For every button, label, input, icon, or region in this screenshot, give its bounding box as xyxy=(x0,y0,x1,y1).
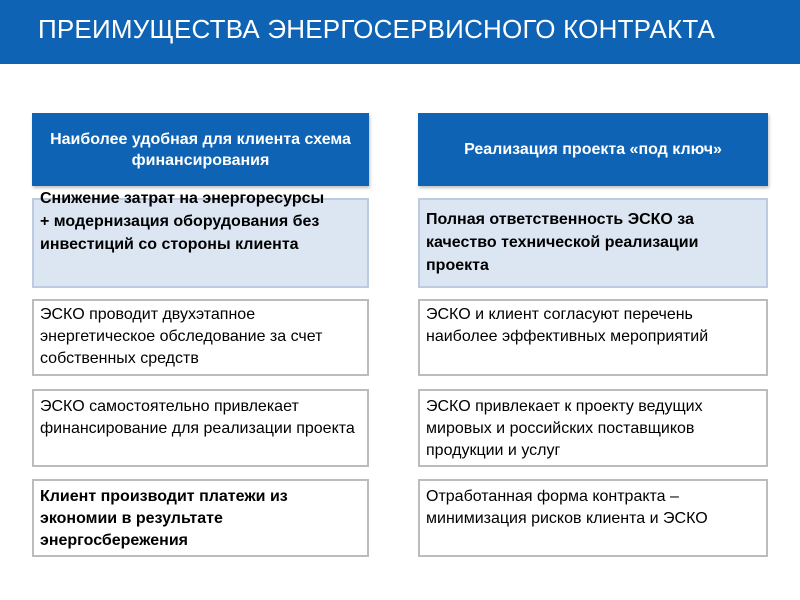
left-highlight-text: Снижение затрат на энергоресурсы + модернизация оборудования без инвестиций со стороны клиента xyxy=(40,190,325,253)
title-bar xyxy=(0,0,800,64)
left-column-header: Наиболее удобная для клиента схема финансирования xyxy=(32,113,369,186)
right-box-3 xyxy=(418,389,768,467)
left-box-4-text: Клиент производит платежи из экономии в результате энергосбережения xyxy=(40,488,288,549)
slide-title: ПРЕИМУЩЕСТВА ЭНЕРГОСЕРВИСНОГО КОНТРАКТА xyxy=(38,14,716,44)
right-box-4 xyxy=(418,479,768,557)
right-box-3-text: ЭСКО привлекает к проекту ведущих мировых и российских поставщиков продукции и услуг xyxy=(426,398,703,459)
left-box-2-text: ЭСКО проводит двухэтапное энергетическое обследование за счет собственных средств xyxy=(40,306,323,367)
right-box-2 xyxy=(418,299,768,376)
right-column-header: Реализация проекта «под ключ» xyxy=(418,113,768,186)
left-box-2 xyxy=(32,299,369,376)
right-highlight-text: Полная ответственность ЭСКО за качество технической реализации проекта xyxy=(426,211,699,274)
left-box-4 xyxy=(32,479,369,557)
left-box-3-text: ЭСКО самостоятельно привлекает финансирование для реализации проекта xyxy=(40,398,355,437)
right-highlight-box xyxy=(418,198,768,288)
left-box-3 xyxy=(32,389,369,467)
left-highlight-box xyxy=(32,190,369,288)
right-box-2-text: ЭСКО и клиент согласуют перечень наиболее эффективных мероприятий xyxy=(426,306,709,345)
right-box-4-text: Отработанная форма контракта – минимизация рисков клиента и ЭСКО xyxy=(426,488,708,527)
